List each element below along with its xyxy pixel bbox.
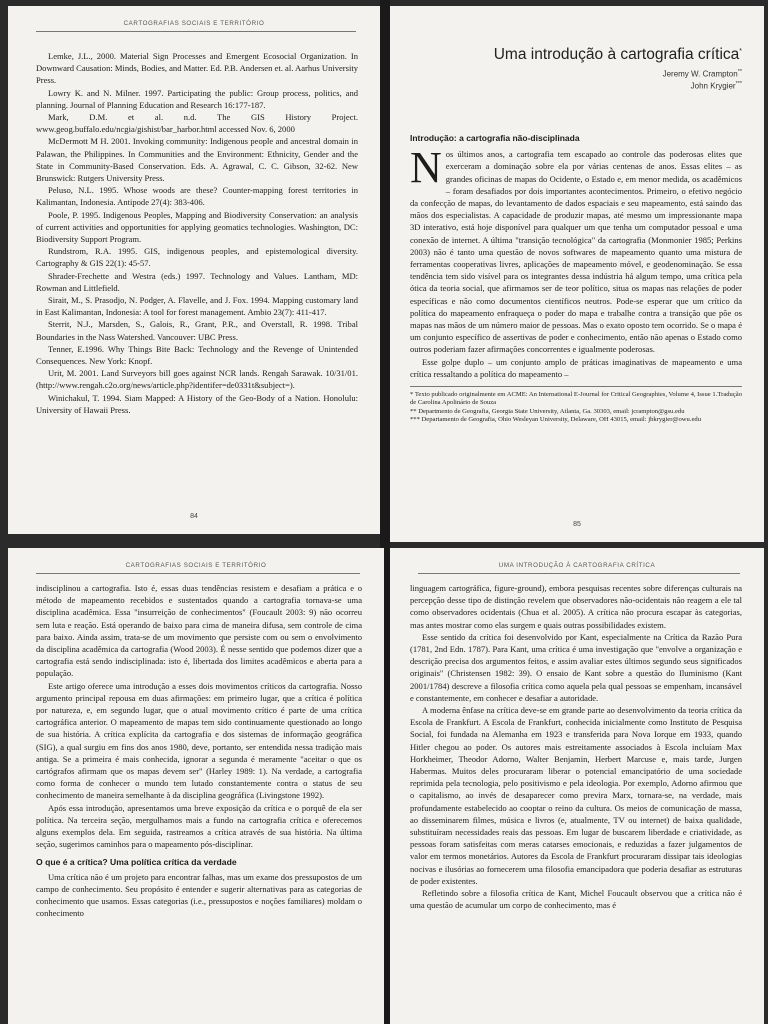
header-rule [418,573,740,574]
paragraph: A moderna ênfase na crítica deve-se em grande parte ao desenvolvimento da teoria crítica da Escola de Frankfurt. A Escola de Frankfurt, conhecida inicialmente como Instituto de Pesquisa Social, foi fundada na Alemanha em 1923 e transferida para Nova Iorque em 1933, quando Hitler chegou ao poder. Os autores mais estreitamente associados à Escola incluíam Max Horkheimer, Theodor Adorno, Walter Benjamin, Herbert Marcuse e, mais tarde, Jurgen Habermas. Muitos deles procuraram liberar o potencial emancipatório de uma sociedade reprimida pela tecnologia, pelo positivismo e pela ideologia. Por exemplo, Adorno afirmou que o capitalismo, ao invés de desaparecer como previra Marx, tornara-se, na verdade, mais profundamente estabelecido ao cooptar o reino da cultura. Os meios de comunicação de massa, ao disseminarem filmes, música e livros (e, atualmente, TV ou internet) de baixa qualidade, substituíram necessidades reais das pessoas. Em lugar de buscarem liberdade e criatividade, as pessoas foram satisfeitas com meras catarses emocionais, e reduzidas a fazer julgamentos de valor em termos monetários. Autores da Escola de Frankfurt procuraram dissipar tais ideologias nocivas e ilusórias ao fornecerem uma filosofia emancipadora que poderia desafiar as estruturas de poder existentes. [410,705,742,886]
article-body [36,582,362,919]
reference-entry: Tenner, E.1996. Why Things Bite Back: Technology and the Revenge of Unintended Consequences. New York: Knopf. [36,343,358,367]
reference-entry: Urit, M. 2001. Land Surveyors bill goes against NCR lands. Rengah Sarawak. 10/31/01. (http://www.rengah.c2o.org/news/article.php?identifer=de0331t&subject=). [36,368,358,391]
reference-entry: Shrader-Frechette and Westra (eds.) 1997. Technology and Values. Lantham, MD: Rowman and Littlefield. [36,270,358,293]
header-rule [36,31,356,32]
paragraph: Uma crítica não é um projeto para encontrar falhas, mas um exame dos pressupostos de um campo de conhecimento. Seu propósito é entender e sugerir alternativas para as categorias de conhecimento que usamos. Essas categorias (i.e., pressupostos e noções familiares) moldam o conhecimento [36,871,362,919]
section-heading: Introdução: a cartografia não-disciplinada [410,133,580,143]
paragraph: Esse sentido da crítica foi desenvolvido por Kant, especialmente na Crítica da Razão Pura (1781, 2nd Edn. 1787). Para Kant, uma crítica é uma investigação que "envolve a organização e descrição precisa dos argumentos feitos, e assim avaliar estes últimos segundo seus significados originais" (Christensen 1982: 39). O ensaio de Kant sobre a questão do Iluminismo (Kant 2001/1784) descreve a filosofia crítica como aquela pela qual pessoas se empenham, incansável e constantemente, em conhecer e desafiar a autoridade. [410,631,742,703]
paragraph: Esse golpe duplo – um conjunto amplo de práticas imaginativas de mapeamento e uma crítica ressaltando a política do mapeamento – [410,356,742,379]
running-head: CARTOGRAFIAS SOCIAIS E TERRITÓRIO [123,20,265,27]
reference-entry: Peluso, N.L. 1995. Whose woods are these? Counter-mapping forest territories in Kalimantan, Indonesia. Antipode 27(4): 383-406. [36,185,358,208]
reference-list [36,50,358,416]
paragraph: Após essa introdução, apresentamos uma breve exposição da crítica e o porquê de ela ser política. Na terceira seção, mergulhamos mais a fundo na cartografia crítica e oferecemos alguns exemplos dela. Em seguida, rastreamos a crítica através de sua história. Na última seção, sugerimos caminhos para o mapeamento pós-disciplinar. [36,802,362,850]
page-85 [390,6,764,542]
paragraph: Refletindo sobre a filosofia crítica de Kant, Michel Foucault observou que a crítica não é uma questão de acumular um corpo de conhecimento, mas é [410,888,742,911]
reference-entry: Sterrit, N.J., Marsden, S., Galois, R., Grant, P.R., and Overstall, R. 1998. Tribal Boundaries in the Nass Watershed. Vancouver: UBC Press. [36,319,358,342]
header-rule [36,573,360,574]
page-87 [390,548,764,1024]
section-heading: O que é a crítica? Uma política crítica da verdade [36,857,237,868]
page-86 [8,548,384,1024]
running-head: CARTOGRAFIAS SOCIAIS E TERRITÓRIO [125,562,267,569]
reference-entry: Winichakul, T. 1994. Siam Mapped: A History of the Geo-Body of a Nation. Honolulu: University of Hawaii Press. [36,392,358,415]
page-number: 85 [573,521,581,528]
page-number: 84 [190,513,198,520]
reference-entry: McDermott M H. 2001. Invoking community: Indigenous people and ancestral domain in Palawan, the Philippines. In Communities and the Environment: Ethnicity, Gender and the State in Community-Based Conservation. Eds. A. Agrawal, C. C. Gibson, 32-62. New Brunswick: Rutgers University Press. [36,136,358,184]
author-krygier: John Krygier*** [690,81,742,91]
reference-entry: Rundstrom, R.A. 1995. GIS, indigenous peoples, and epistemological diversity. Cartography & GIS 22(1): 45-57. [36,246,358,269]
footnote-rule [410,386,742,387]
author-crampton: Jeremy W. Crampton** [662,69,742,79]
article-title: Uma introdução à cartografia crítica* [493,46,742,63]
running-head: UMA INTRODUÇÃO À CARTOGRAFIA CRÍTICA [498,562,656,569]
page-84 [8,6,380,534]
footnote: *** Departamento de Geografia, Ohio Wesleyan University, Delaware, OH 43015, email: jbkrygier@owu.edu [410,416,701,424]
reference-entry: Sirait, M., S. Prasodjo, N. Podger, A. Flavelle, and J. Fox. 1994. Mapping customary land in East Kalimantan, Indonesia: A tool for forest management. Ambio 23(7): 411-417. [36,295,358,318]
footnote: ** Departmento de Geografia, Georgia State University, Atlanta, Ga. 30303, email: jcrampton@gsu.edu [410,407,685,415]
paragraph: indisciplinou a cartografia. Isto é, essas duas tendências resistem e desafiam a prática e o método de mapeamento recebidos e sustentados quando a cartografia tornava-se uma disciplina acadêmica. Essa "insurreição de conhecimentos" (Foucault 2003: 9) não ocorreu sem luta e reação. Está operando de baixo para cima de maneira difusa, sem controle de cima para baixo. Ainda assim, trata-se de um movimento que persiste com ou sem o envolvimento da disciplina acadêmica da cartografia (Wood 2003). É nesse sentido que podemos dizer que a cartografia está sendo indisciplinada: isto é, libertada dos limites acadêmicos e aberta para a população. [36,583,362,679]
reference-entry: Mark, D.M. et al. n.d. The GIS History Project. www.geog.buffalo.edu/ncgia/gishist/bar_harbor.html accessed Nov. 6, 2000 [36,112,358,135]
reference-entry: Lowry K. and N. Milner. 1997. Participating the public: Group process, politics, and planning. Journal of Planning Education and Research 16:177-187. [36,87,358,110]
paragraph: Nos últimos anos, a cartografia tem escapado ao controle das poderosas elites que exerceram a dominação sobre ela por várias centenas de anos. Essas elites – as grandes oficinas de mapas do Ocidente, o Estado e, em menor medida, os acadêmicos – foram desafiados por dois importantes acontecimentos. Primeiro, o efetivo negócio da confecção de mapas, do levantamento de dados espaciais e seu mapeamento, está saindo das mãos dos especialistas. A capacidade de produzir mapas, até mesmo um impressionante mapa 3D interativo, está hoje disponível para qualquer um que tenha um computador pessoal e uma conexão de internet. A última "transição tecnológica" da cartografia (Monmonier 1985; Perkins 2003) não é tanto uma questão de novos softwares de mapeamento quanto uma mistura de ferramentas cooperativas livres, aplicações de mapeamento móvel, e geodenominação. Se essa tendência tem sido visível para os integrantes dessa indústria há algum tempo, uma crítica pela ótica da teoria social, que afirmamos ser de teor político, situa os mapas nas relações de poder específicas e não como documentos científicos neutros. Pode-se esperar que um crítico da política do mapeamento enfraqueça o poder do mapa e trabalhe contra a transição que põe os mapas nas mãos de um número maior de pessoas. Mas o exato oposto tem ocorrido. Se o mapa é um conjunto específico de assertivas de poder e conhecimento, então não apenas o Estado como outros poderiam fazer afirmações concorrentes e igualmente poderosas. [410,143,742,355]
paragraph: Este artigo oferece uma introdução a esses dois movimentos críticos da cartografia. Nosso argumento principal repousa em duas afirmações: em primeiro lugar, que a crítica é política por natureza, e, em segundo lugar, que o atual movimento crítico é parte de uma crítica cartográfica anterior. O mapeamento de mapas tem sido continuamente questionado ao longo de sua história. A crítica explícita da cartografia e dos sistemas de informação geográfica (SIG), a qual surgiu em fins dos anos 1980, deve, portanto, ser entendida nessa tradição mais antiga. Se a primeira é mais conhecida, ignorar a segunda é meramente "aceitar o que os cartógrafos afirmam que os mapas devem ser" (Harley 1989: 1). Na verdade, a cartografia como forma de conhecer o mundo tem lutado constantemente contra o status de seu conhecimento de maneira semelhante à da disciplina geográfica (Livingstone 1992). [36,680,362,801]
paragraph: linguagem cartográfica, figure-ground), embora pesquisas recentes sobre diferenças culturais na percepção desse tipo de distinção revelem que observadores não-ocidentais não reagem a ele tal como observadores ocidentais (Chua et al. 2005). A crítica não procura escapar às categorias, mas antes mostrar como elas surgem e quais outras possibilidades existem. [410,583,742,630]
footnote: * Texto publicado originalmente em ACME: An International E-Journal for Critical Geographies, Volume 4, Issue 1.Tradução de Carolina Apolinário de Souza [410,391,742,407]
article-body [410,132,742,425]
reference-entry: Lemke, J.L., 2000. Material Sign Processes and Emergent Ecosocial Organization. In Downward Causation: Minds, Bodies, and Matter. Ed. P.B. Andersen et. al. Aarhus University Press. [36,51,358,86]
article-body [410,582,742,911]
reference-entry: Poole, P. 1995. Indigenous Peoples, Mapping and Biodiversity Conservation: an analysis of current activities and opportunities for applying geomatics technologies. Washington, DC: Biodiversity Support Program. [36,209,358,245]
drop-cap: N [410,143,442,193]
